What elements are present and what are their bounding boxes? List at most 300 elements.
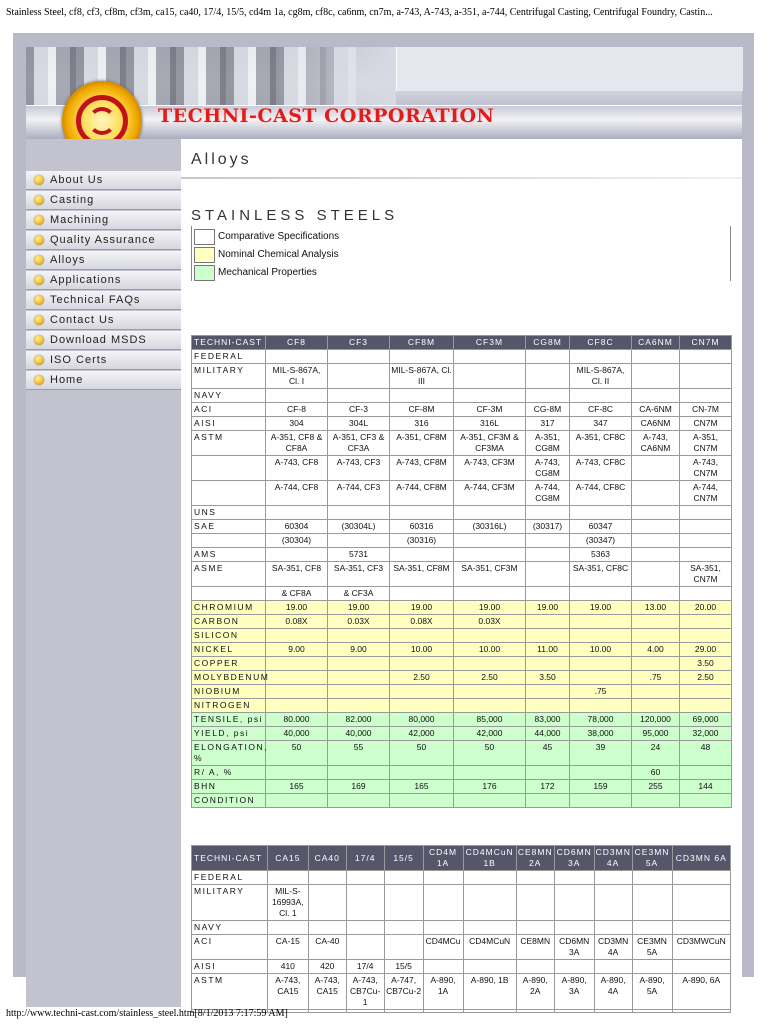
table-cell	[463, 885, 516, 921]
table-cell: 19.00	[526, 601, 570, 615]
table-cell: A-744, CF8M	[390, 481, 454, 506]
nav-item-label: Quality Assurance	[50, 234, 156, 246]
legend-swatch	[194, 265, 215, 281]
nav-item-quality-assurance[interactable]	[26, 231, 181, 250]
table-cell: 2.50	[390, 671, 454, 685]
table-cell: 44,000	[526, 727, 570, 741]
table-cell: A-744, CF3	[328, 481, 390, 506]
table-header-row	[192, 846, 731, 871]
table-cell: A-890, 1A	[423, 974, 463, 1010]
column-header: CF8C	[570, 336, 632, 350]
column-header: CF8	[266, 336, 328, 350]
column-header: CD3MN 4A	[594, 846, 632, 871]
row-label: CARBON	[192, 615, 266, 629]
table-cell	[266, 389, 328, 403]
table-cell	[632, 562, 680, 587]
table-cell: A-351, CN7M	[680, 431, 732, 456]
table-cell	[463, 960, 516, 974]
column-header: CA6NM	[632, 336, 680, 350]
stainless-specs-table	[191, 335, 732, 808]
table-cell	[570, 794, 632, 808]
table-cell: SA-351, CN7M	[680, 562, 732, 587]
table-cell	[594, 921, 632, 935]
table-cell	[454, 389, 526, 403]
table-cell	[423, 871, 463, 885]
table-cell	[632, 921, 672, 935]
table-cell	[594, 871, 632, 885]
table-cell: 50	[390, 741, 454, 766]
table-cell	[526, 699, 570, 713]
table-cell	[632, 506, 680, 520]
table-cell: 40,000	[266, 727, 328, 741]
table-cell: 83,000	[526, 713, 570, 727]
table-cell	[328, 699, 390, 713]
table-cell	[554, 1010, 594, 1013]
table-cell	[308, 1010, 346, 1013]
table-cell	[463, 1010, 516, 1013]
table-cell	[454, 657, 526, 671]
table-cell	[526, 364, 570, 389]
table-cell	[526, 506, 570, 520]
table-cell: SA-351, CF8M	[390, 562, 454, 587]
table-cell	[680, 506, 732, 520]
table-cell	[632, 885, 672, 921]
table-cell: 19.00	[266, 601, 328, 615]
table-cell	[680, 389, 732, 403]
table-cell	[328, 350, 390, 364]
nav-item-contact-us[interactable]	[26, 311, 181, 330]
row-label	[192, 481, 266, 506]
table-cell	[454, 685, 526, 699]
table-cell	[454, 548, 526, 562]
table-cell: A-351, CF3M & CF3MA	[454, 431, 526, 456]
table-cell	[554, 871, 594, 885]
table-row	[192, 615, 732, 629]
table-cell: 9.00	[266, 643, 328, 657]
table-cell: 0.03X	[328, 615, 390, 629]
table-cell	[454, 699, 526, 713]
table-cell	[390, 657, 454, 671]
table-cell	[554, 960, 594, 974]
row-label: COPPER	[192, 657, 266, 671]
table-cell: .75	[632, 671, 680, 685]
nav-item-about-us[interactable]	[26, 171, 181, 190]
column-header: CE8MN 2A	[516, 846, 554, 871]
table-cell: A-743, CF3M	[454, 456, 526, 481]
table-cell	[570, 615, 632, 629]
table-cell	[390, 350, 454, 364]
legend-item	[192, 264, 317, 281]
table-row	[192, 587, 732, 601]
row-label	[192, 456, 266, 481]
table-cell: A-351, CF3 & CF3A	[328, 431, 390, 456]
table-cell: (30304)	[266, 534, 328, 548]
table-cell: A-890, 3A	[554, 974, 594, 1010]
table-cell	[672, 885, 730, 921]
table-cell: MIL-S-867A, Cl. III	[390, 364, 454, 389]
table-cell	[384, 885, 423, 921]
table-cell	[516, 960, 554, 974]
table-cell: 38,000	[570, 727, 632, 741]
row-label: NIOBIUM	[192, 685, 266, 699]
row-label: BHN	[192, 780, 266, 794]
table-cell	[454, 350, 526, 364]
table-cell	[632, 629, 680, 643]
table-cell: 347	[570, 417, 632, 431]
table-cell: 95,000	[632, 727, 680, 741]
table-cell	[328, 685, 390, 699]
table-row	[192, 417, 732, 431]
table-cell	[384, 935, 423, 960]
table-cell	[526, 350, 570, 364]
table-cell: 42,000	[454, 727, 526, 741]
print-header: Stainless Steel, cf8, cf3, cf8m, cf3m, ca15, ca40, 17/4, 15/5, cd4m 1a, cg8m, cf8c, ca6nm, cn7m, a-743, A-743, a-351, a-744, Centrifugal Casting, Centrifugal Foundry, Castin...	[6, 7, 713, 18]
table-cell: 60304	[266, 520, 328, 534]
table-cell: 304	[266, 417, 328, 431]
table-cell: SA-351, CF3	[328, 562, 390, 587]
nav-item-technical-faqs[interactable]	[26, 291, 181, 310]
table-cell	[632, 699, 680, 713]
row-label: CHROMIUM	[192, 601, 266, 615]
table-cell	[328, 794, 390, 808]
table-cell: 5731	[328, 548, 390, 562]
table-cell: A-351, CF8 & CF8A	[266, 431, 328, 456]
nav-item-iso-certs[interactable]	[26, 351, 181, 370]
table-cell	[570, 699, 632, 713]
table-cell	[680, 534, 732, 548]
table-cell	[267, 921, 308, 935]
nav-item-download-msds[interactable]	[26, 331, 181, 350]
table-cell	[680, 699, 732, 713]
table-cell	[516, 871, 554, 885]
table-cell	[346, 871, 384, 885]
table-cell: CA-6NM	[632, 403, 680, 417]
table-row	[192, 685, 732, 699]
table-cell	[526, 389, 570, 403]
table-cell: CF-3M	[454, 403, 526, 417]
table-cell	[632, 350, 680, 364]
table-cell: A-743, CG8M	[526, 456, 570, 481]
table-cell: 0.08X	[390, 615, 454, 629]
legend-item	[192, 228, 339, 245]
table-cell: SA-351, CF8C	[570, 562, 632, 587]
table-cell: CA6NM	[632, 417, 680, 431]
column-header: CA40	[308, 846, 346, 871]
table-cell: MIL-S-16993A, Cl. 1	[267, 885, 308, 921]
table-cell	[384, 871, 423, 885]
table-row	[192, 643, 732, 657]
table-row	[192, 403, 732, 417]
table-row	[192, 520, 732, 534]
row-label: ACI	[192, 403, 266, 417]
table-cell: 5363	[570, 548, 632, 562]
table-cell	[328, 534, 390, 548]
table-cell: 39	[570, 741, 632, 766]
company-name: TECHNI-CAST CORPORATION	[158, 105, 495, 127]
table-cell	[390, 629, 454, 643]
column-header: CE3MN 5A	[632, 846, 672, 871]
table-cell	[672, 921, 730, 935]
table-cell	[390, 794, 454, 808]
column-header: CD6MN 3A	[554, 846, 594, 871]
table-row	[192, 506, 732, 520]
table-cell: 316L	[454, 417, 526, 431]
row-label: ASTM	[192, 974, 268, 1010]
legend-item	[192, 246, 339, 263]
table-row	[192, 741, 732, 766]
table-cell: A-743, CF8C	[570, 456, 632, 481]
table-cell	[632, 520, 680, 534]
row-label	[192, 534, 266, 548]
table-cell	[390, 699, 454, 713]
table-cell: (30317)	[526, 520, 570, 534]
table-cell	[266, 506, 328, 520]
table-cell	[454, 794, 526, 808]
table-cell	[454, 629, 526, 643]
table-cell	[266, 685, 328, 699]
column-header: CF8M	[390, 336, 454, 350]
table-cell	[632, 685, 680, 699]
column-header: CA15	[267, 846, 308, 871]
bullet-icon	[34, 335, 44, 345]
table-cell: 45	[526, 741, 570, 766]
table-cell: 420	[308, 960, 346, 974]
table-row	[192, 657, 732, 671]
table-cell	[680, 629, 732, 643]
table-cell: CF-8	[266, 403, 328, 417]
nav-item-machining[interactable]	[26, 211, 181, 230]
table-cell: 2.50	[680, 671, 732, 685]
row-label: FEDERAL	[192, 350, 266, 364]
section-title: Alloys	[191, 151, 252, 168]
table-row	[192, 871, 731, 885]
column-header: CD3MN 6A	[672, 846, 730, 871]
table-row	[192, 885, 731, 921]
table-cell: A-351, CF8M	[390, 431, 454, 456]
table-cell: 19.00	[328, 601, 390, 615]
table-cell: 4.00	[632, 643, 680, 657]
table-cell	[390, 389, 454, 403]
table-row	[192, 974, 731, 1010]
table-cell	[680, 794, 732, 808]
table-cell: A-743, CB7Cu-1	[346, 974, 384, 1010]
nav-item-applications[interactable]	[26, 271, 181, 290]
row-label: R/ A, %	[192, 766, 266, 780]
table-cell	[328, 364, 390, 389]
table-cell	[680, 685, 732, 699]
sidebar	[26, 139, 181, 1007]
bullet-icon	[34, 355, 44, 365]
row-label: ASME	[192, 562, 266, 587]
table-cell: A-890, 6A	[672, 974, 730, 1010]
table-row	[192, 431, 732, 456]
table-cell	[570, 587, 632, 601]
nav-item-label: Machining	[50, 214, 110, 226]
table-cell	[384, 1010, 423, 1013]
table-row	[192, 629, 732, 643]
bullet-icon	[34, 315, 44, 325]
column-header: CG8M	[526, 336, 570, 350]
table-cell: 3.50	[526, 671, 570, 685]
table-row	[192, 364, 732, 389]
table-cell: 19.00	[570, 601, 632, 615]
table-cell	[516, 885, 554, 921]
table-cell	[632, 871, 672, 885]
column-header: CF3	[328, 336, 390, 350]
row-label: ELONGATION, %	[192, 741, 266, 766]
table-cell: A-743, CN7M	[680, 456, 732, 481]
table-cell: A-744, CF8	[266, 481, 328, 506]
nav-item-home[interactable]	[26, 371, 181, 390]
table-cell	[526, 534, 570, 548]
column-header: CD4MCuN 1B	[463, 846, 516, 871]
table-cell	[554, 921, 594, 935]
table-cell	[390, 506, 454, 520]
row-label: ACI	[192, 935, 268, 960]
table-cell	[463, 921, 516, 935]
table-cell	[328, 671, 390, 685]
table-cell: 24	[632, 741, 680, 766]
row-label: YIELD, psi	[192, 727, 266, 741]
row-label: ASTM	[192, 431, 266, 456]
bullet-icon	[34, 255, 44, 265]
table-row	[192, 548, 732, 562]
table-cell: 159	[570, 780, 632, 794]
table-cell	[526, 629, 570, 643]
table-cell: & CF8A	[266, 587, 328, 601]
bullet-icon	[34, 375, 44, 385]
table-cell: A-747, CB7Cu-2	[384, 974, 423, 1010]
nav-item-label: Home	[50, 374, 84, 386]
table-cell: A-743, CA15	[308, 974, 346, 1010]
table-cell	[526, 562, 570, 587]
table-cell: A-743, CA6NM	[632, 431, 680, 456]
table-cell	[672, 1010, 730, 1013]
table-cell	[423, 885, 463, 921]
table-cell	[454, 506, 526, 520]
table-cell	[594, 960, 632, 974]
table-cell: A-744, CF3M	[454, 481, 526, 506]
table-cell: 10.00	[570, 643, 632, 657]
table-cell	[632, 389, 680, 403]
row-label: MOLYBDENUM	[192, 671, 266, 685]
table-cell	[390, 587, 454, 601]
row-label: TENSILE, psi	[192, 713, 266, 727]
bullet-icon	[34, 295, 44, 305]
table-cell	[266, 350, 328, 364]
table-cell: 120,000	[632, 713, 680, 727]
table-row	[192, 935, 731, 960]
table-cell: A-890, 5A	[632, 974, 672, 1010]
nav-item-label: About Us	[50, 174, 104, 186]
table-cell: CF-8C	[570, 403, 632, 417]
bullet-icon	[34, 275, 44, 285]
table-cell	[266, 629, 328, 643]
row-label: SILICON	[192, 629, 266, 643]
table-cell	[672, 871, 730, 885]
table-cell: 40,000	[328, 727, 390, 741]
table-cell	[267, 871, 308, 885]
table-cell	[390, 685, 454, 699]
table-cell	[526, 548, 570, 562]
table-cell	[308, 871, 346, 885]
table-cell: 176	[454, 780, 526, 794]
table-cell: 80,000	[390, 713, 454, 727]
table-cell	[328, 506, 390, 520]
table-row	[192, 727, 732, 741]
table-cell: 0.03X	[454, 615, 526, 629]
nav-item-label: Alloys	[50, 254, 86, 266]
row-label: FEDERAL	[192, 871, 268, 885]
table-cell	[266, 699, 328, 713]
table-cell: A-351, CG8M	[526, 431, 570, 456]
legend-label: Nominal Chemical Analysis	[218, 249, 339, 260]
table-row	[192, 960, 731, 974]
table-cell: 78,000	[570, 713, 632, 727]
table-cell	[454, 766, 526, 780]
legend-label: Mechanical Properties	[218, 267, 317, 278]
table-cell: 15/5	[384, 960, 423, 974]
table-cell	[308, 921, 346, 935]
legend-label: Comparative Specifications	[218, 231, 340, 242]
table-cell: CD6MN 3A	[554, 935, 594, 960]
bullet-icon	[34, 235, 44, 245]
table-cell: 13.00	[632, 601, 680, 615]
table-cell: CA-15	[267, 935, 308, 960]
table-row	[192, 699, 732, 713]
table-cell	[526, 794, 570, 808]
table-cell	[266, 657, 328, 671]
row-label: NICKEL	[192, 643, 266, 657]
bullet-icon	[34, 195, 44, 205]
table-cell	[454, 534, 526, 548]
table-row	[192, 562, 732, 587]
table-cell	[632, 587, 680, 601]
table-cell	[570, 506, 632, 520]
table-cell	[570, 350, 632, 364]
table-cell: CD4MCuN	[463, 935, 516, 960]
table-cell	[266, 671, 328, 685]
nav-item-casting[interactable]	[26, 191, 181, 210]
table-row	[192, 601, 732, 615]
table-cell	[346, 1010, 384, 1013]
table-cell	[554, 885, 594, 921]
nav-item-label: Download MSDS	[50, 334, 147, 346]
nav-menu	[26, 171, 181, 391]
table-cell	[423, 960, 463, 974]
table-cell: A-744, CG8M	[526, 481, 570, 506]
table-cell: (30304L)	[328, 520, 390, 534]
web-page	[26, 47, 742, 1007]
table-cell: 169	[328, 780, 390, 794]
table-cell	[632, 481, 680, 506]
table-cell	[632, 960, 672, 974]
table-cell	[328, 629, 390, 643]
nav-item-label: Technical FAQs	[50, 294, 141, 306]
table-cell	[328, 657, 390, 671]
table-cell: 11.00	[526, 643, 570, 657]
table-row	[192, 766, 732, 780]
bullet-icon	[34, 175, 44, 185]
table-cell	[346, 885, 384, 921]
table-cell	[680, 350, 732, 364]
table-cell	[423, 921, 463, 935]
table-cell: 29.00	[680, 643, 732, 657]
nav-item-alloys[interactable]	[26, 251, 181, 270]
table-cell: 304L	[328, 417, 390, 431]
print-footer: http://www.techni-cast.com/stainless_steel.htm[8/1/2013 7:17:59 AM]	[6, 1008, 288, 1019]
table-cell: CE8MN	[516, 935, 554, 960]
